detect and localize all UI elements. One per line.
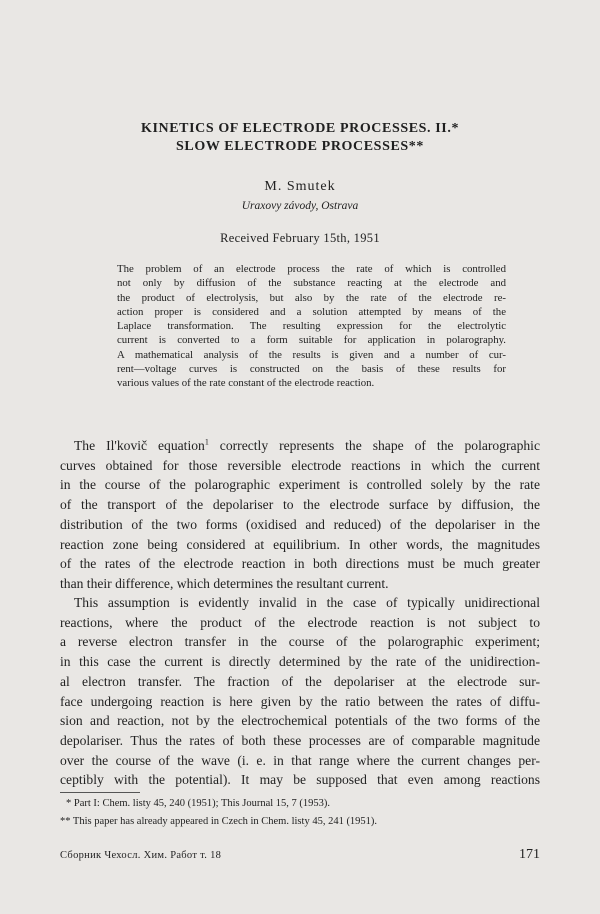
abstract-line: action proper is considered and a solution attempted by means of the: [117, 305, 506, 318]
paper-title-line-1: KINETICS OF ELECTRODE PROCESSES. II.*: [140, 121, 460, 136]
paragraph-line: than their difference, which determines the resultant current.: [60, 575, 389, 591]
footnote-ref: 1: [204, 437, 209, 447]
paragraph-1: [60, 436, 540, 594]
paragraph-line: in the course of the polarographic experiment is controlled solely by the rate: [60, 477, 540, 493]
paragraph-line: in this case the current is directly determined by the rate of the unidirection-: [60, 654, 540, 670]
abstract-line: not only by diffusion of the substance reacting at the electrode and: [117, 277, 506, 290]
footnote-divider: [60, 792, 140, 793]
footnote-2: ** This paper has already appeared in Czech in Chem. listy 45, 241 (1951).: [60, 816, 378, 827]
paragraph-line: depolariser. Thus the rates of both these processes are of comparable magnitude: [60, 732, 540, 748]
abstract-line: current is converted to a form suitable for application in polarography.: [117, 334, 506, 347]
abstract-line: Laplace transformation. The resulting expression for the electrolytic: [117, 320, 506, 333]
footnote-1: * Part I: Chem. listy 45, 240 (1951); This Journal 15, 7 (1953).: [66, 798, 331, 809]
paragraph-line: [60, 436, 540, 456]
paragraph-line: reaction zone being considered at equilibrium. In other words, the magnitudes: [60, 536, 540, 552]
abstract-line: rent—voltage curves is constructed on the basis of these results for: [117, 363, 506, 376]
paragraph-2: [60, 593, 540, 790]
paragraph-line: al electron transfer. The fraction of the depolariser at the electrode sur-: [60, 673, 540, 689]
paragraph-line: sion and reaction, not by the electrochemical potentials of the two forms of the: [60, 713, 540, 729]
paragraph-line: face undergoing reaction is here given by the ratio between the rates of diffu-: [60, 693, 540, 709]
paragraph-line: a reverse electron transfer in the course of the polarographic experiment;: [60, 634, 540, 650]
abstract: [117, 262, 506, 391]
paragraph-text: correctly represents the shape of the polarographic: [208, 438, 540, 453]
paragraph-line: curves obtained for those reversible electrode reactions in which the current: [60, 457, 540, 473]
abstract-line: the product of electrolysis, but also by the rate of the electrode re-: [117, 291, 506, 304]
paragraph-line: This assumption is evidently invalid in the case of typically unidirectional: [74, 595, 540, 610]
received-date: Received February 15th, 1951: [220, 231, 380, 245]
paragraph-line: reactions, where the product of the electrode reaction is not subject to: [60, 614, 540, 630]
paragraph-line: over the course of the wave (i. e. in that range where the current changes per-: [60, 752, 540, 768]
paragraph-line: of the transport of the depolariser to the electrode surface by diffusion, the: [60, 497, 540, 513]
author-name: M. Smutek: [264, 179, 336, 194]
abstract-line: various values of the rate constant of the electrode reaction.: [117, 377, 375, 390]
paragraph-text: The Il'kovič equation: [74, 438, 205, 453]
paragraph-line: of the rates of the electrode reaction in both directions must be much greater: [60, 556, 540, 572]
paragraph-line: ceptibly with the potential). It may be supposed that even among reactions: [60, 772, 540, 788]
abstract-line: A mathematical analysis of the results is given and a number of cur-: [117, 348, 506, 361]
abstract-line: The problem of an electrode process the rate of which is controlled: [117, 263, 506, 275]
paper-title-line-2: SLOW ELECTRODE PROCESSES**: [176, 139, 424, 154]
journal-footer: Сборник Чехосл. Хим. Работ т. 18: [60, 850, 222, 861]
page-number: 171: [519, 847, 540, 862]
author-affiliation: Uraxovy závody, Ostrava: [241, 200, 359, 212]
paragraph-line: distribution of the two forms (oxidised and reduced) of the depolariser in the: [60, 516, 540, 532]
